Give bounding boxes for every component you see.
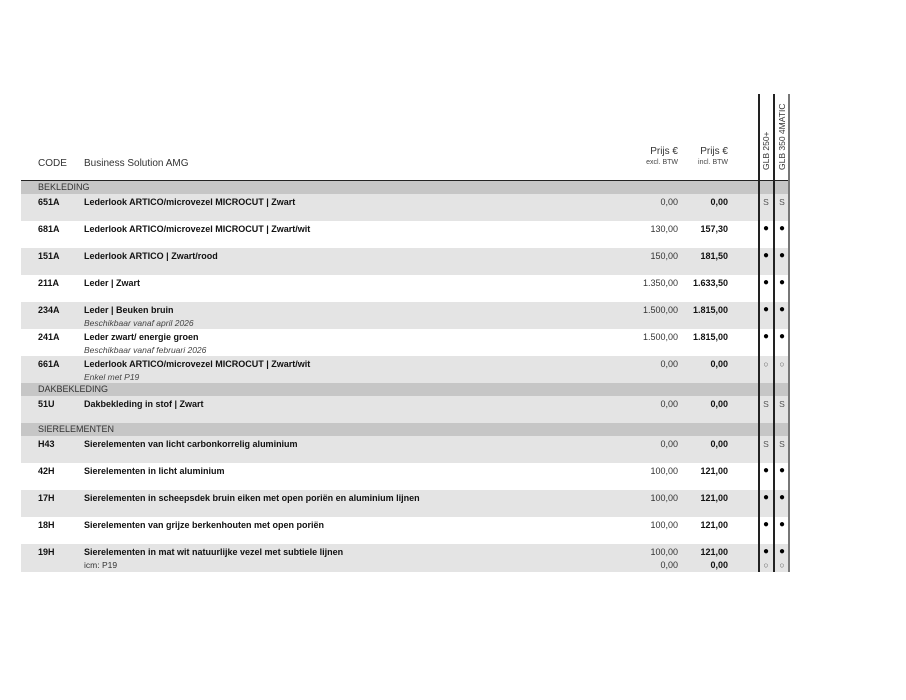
availability-glb350: ● <box>778 546 786 557</box>
price-incl: 121,00 <box>700 493 728 503</box>
table-row <box>21 221 788 248</box>
price-excl: 130,00 <box>650 224 678 234</box>
price-incl: 0,00 <box>710 439 728 449</box>
availability-glb250: ○ <box>763 560 769 570</box>
availability-glb350: ● <box>778 492 786 503</box>
table-row <box>21 463 788 490</box>
price-incl-sublabel: incl. BTW <box>698 159 728 166</box>
price-excl: 0,00 <box>660 359 678 369</box>
column-divider <box>758 94 760 572</box>
price-incl: 121,00 <box>700 520 728 530</box>
availability-glb350: S <box>779 197 785 207</box>
section-header: DAKBEKLEDING <box>21 383 788 396</box>
price-excl: 0,00 <box>660 399 678 409</box>
option-description: Lederlook ARTICO | Zwart/rood <box>84 251 218 261</box>
option-code: 17H <box>38 493 55 503</box>
option-description: Leder zwart/ energie groen <box>84 332 199 342</box>
availability-glb350: ● <box>778 331 786 342</box>
availability-glb250: ● <box>762 519 770 530</box>
table-row <box>21 396 788 423</box>
option-code: H43 <box>38 439 55 449</box>
price-excl: 100,00 <box>650 466 678 476</box>
option-description: Sierelementen in scheepsdek bruin eiken met open poriën en aluminium lijnen <box>84 493 420 503</box>
section-header: BEKLEDING <box>21 181 788 194</box>
table-row <box>21 436 788 463</box>
table-body <box>21 181 788 572</box>
code-column-header: CODE <box>38 158 67 169</box>
availability-glb250: ● <box>762 223 770 234</box>
option-code: 51U <box>38 399 55 409</box>
availability-glb250: ● <box>762 331 770 342</box>
model-label: GLB 350 4MATIC <box>777 103 787 170</box>
table-row <box>21 329 788 356</box>
option-description: Lederlook ARTICO/microvezel MICROCUT | Zwart <box>84 197 296 207</box>
price-incl: 0,00 <box>710 197 728 207</box>
option-description: Sierelementen in licht aluminium <box>84 466 225 476</box>
section-header: SIERELEMENTEN <box>21 423 788 436</box>
availability-glb350: S <box>779 399 785 409</box>
table-row <box>21 275 788 302</box>
table-row <box>21 248 788 275</box>
table-header <box>21 94 788 181</box>
price-incl: 1.815,00 <box>692 305 728 315</box>
option-code: 18H <box>38 520 55 530</box>
availability-glb250: S <box>763 197 769 207</box>
availability-glb250: ● <box>762 304 770 315</box>
option-description: Sierelementen in mat wit natuurlijke vezel met subtiele lijnen <box>84 547 344 557</box>
table-row <box>21 517 788 544</box>
option-code: 234A <box>38 305 60 315</box>
price-excl: 0,00 <box>660 439 678 449</box>
price-incl: 121,00 <box>700 547 728 557</box>
table-row <box>21 544 788 572</box>
option-description: Sierelementen van licht carbonkorrelig aluminium <box>84 439 298 449</box>
availability-glb350: ○ <box>779 359 785 369</box>
price-excl: 0,00 <box>660 560 678 570</box>
option-note: Enkel met P19 <box>84 372 140 382</box>
option-code: 241A <box>38 332 60 342</box>
option-code: 42H <box>38 466 55 476</box>
option-description: Lederlook ARTICO/microvezel MICROCUT | Zwart/wit <box>84 359 311 369</box>
availability-glb350: ● <box>778 223 786 234</box>
availability-glb350: S <box>779 439 785 449</box>
price-incl: 0,00 <box>710 359 728 369</box>
price-excl: 1.350,00 <box>642 278 678 288</box>
option-code: 151A <box>38 251 60 261</box>
option-code: 681A <box>38 224 60 234</box>
availability-glb250: S <box>763 439 769 449</box>
availability-glb250: S <box>763 399 769 409</box>
option-description: Dakbekleding in stof | Zwart <box>84 399 204 409</box>
price-incl: 1.815,00 <box>692 332 728 342</box>
price-incl: 0,00 <box>710 399 728 409</box>
table-row <box>21 356 788 383</box>
availability-glb250: ● <box>762 492 770 503</box>
table-row <box>21 194 788 221</box>
model-label: GLB 250+ <box>761 131 771 170</box>
option-note: Beschikbaar vanaf april 2026 <box>84 318 194 328</box>
price-excl: 1.500,00 <box>642 305 678 315</box>
column-divider <box>773 94 775 572</box>
price-excl: 100,00 <box>650 520 678 530</box>
table-row <box>21 302 788 329</box>
price-incl: 1.633,50 <box>692 278 728 288</box>
option-code: 211A <box>38 278 60 288</box>
price-excl: 150,00 <box>650 251 678 261</box>
price-excl: 100,00 <box>650 547 678 557</box>
availability-glb350: ● <box>778 277 786 288</box>
option-code: 651A <box>38 197 60 207</box>
option-code: 661A <box>38 359 60 369</box>
availability-glb350: ○ <box>779 560 785 570</box>
option-sub-label: icm: P19 <box>84 560 118 570</box>
price-excl-sublabel: excl. BTW <box>646 159 678 166</box>
price-incl: 0,00 <box>710 560 728 570</box>
model-header-glb350 <box>775 90 789 170</box>
availability-glb250: ● <box>762 465 770 476</box>
availability-glb250: ● <box>762 277 770 288</box>
option-description: Leder | Beuken bruin <box>84 305 174 315</box>
price-excl-label: Prijs € <box>650 146 678 157</box>
price-incl-label: Prijs € <box>700 146 728 157</box>
table-row <box>21 490 788 517</box>
price-excl: 0,00 <box>660 197 678 207</box>
price-table <box>21 94 788 572</box>
price-incl: 157,30 <box>700 224 728 234</box>
availability-glb250: ● <box>762 546 770 557</box>
column-divider <box>788 94 790 572</box>
availability-glb350: ● <box>778 519 786 530</box>
option-description: Leder | Zwart <box>84 278 141 288</box>
option-note: Beschikbaar vanaf februari 2026 <box>84 345 207 355</box>
model-header-glb250 <box>759 90 773 170</box>
price-incl: 121,00 <box>700 466 728 476</box>
availability-glb250: ● <box>762 250 770 261</box>
availability-glb350: ● <box>778 304 786 315</box>
option-description: Lederlook ARTICO/microvezel MICROCUT | Zwart/wit <box>84 224 311 234</box>
price-incl-header <box>668 146 728 166</box>
price-incl: 181,50 <box>700 251 728 261</box>
option-code: 19H <box>38 547 55 557</box>
option-description: Sierelementen van grijze berkenhouten met open poriën <box>84 520 325 530</box>
availability-glb350: ● <box>778 465 786 476</box>
price-excl: 100,00 <box>650 493 678 503</box>
availability-glb250: ○ <box>763 359 769 369</box>
table-title: Business Solution AMG <box>84 158 189 169</box>
price-excl: 1.500,00 <box>642 332 678 342</box>
availability-glb350: ● <box>778 250 786 261</box>
